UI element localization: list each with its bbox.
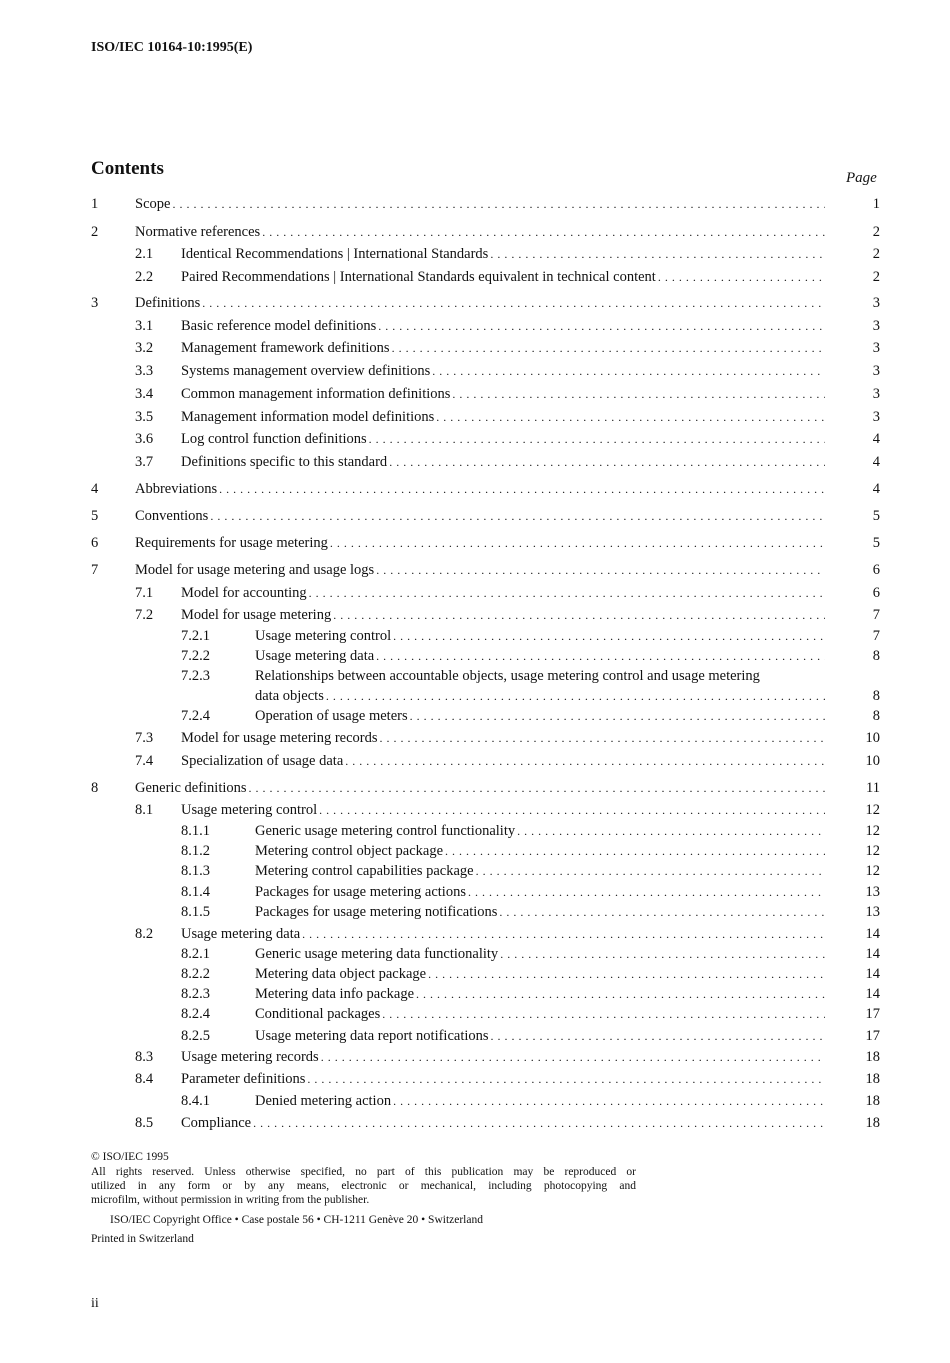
toc-entry-title: Metering control capabilities package <box>255 863 474 879</box>
toc-entry-title: Log control function definitions <box>181 431 367 447</box>
toc-entry-title-continued: data objects <box>255 688 324 704</box>
toc-entry-page: 2 <box>872 269 880 285</box>
toc-entry-number: 3.2 <box>135 340 154 356</box>
toc-entry[interactable] <box>0 1047 950 1067</box>
toc-entry-title: Definitions specific to this standard <box>181 454 388 470</box>
dot-leader <box>380 728 826 748</box>
copyright-line: © ISO/IEC 1995 <box>91 1151 169 1163</box>
toc-entry-page: 2 <box>872 246 880 262</box>
toc-entry-number: 8.1.1 <box>181 823 210 839</box>
dot-leader <box>302 924 825 944</box>
dot-leader <box>499 902 825 922</box>
toc-entry-number: 8.4 <box>135 1071 154 1087</box>
toc-entry-title: Usage metering data report notifications <box>255 1028 489 1044</box>
toc-entry-page: 17 <box>865 1028 880 1044</box>
toc-entry-title: Model for usage metering <box>181 607 332 623</box>
dot-leader <box>416 984 825 1004</box>
toc-entry-page: 4 <box>872 454 880 470</box>
toc-entry[interactable] <box>0 821 950 841</box>
toc-entry-title: Usage metering control <box>181 802 318 818</box>
toc-entry-number: 8.2.5 <box>181 1028 210 1044</box>
toc-entry-number: 8.1.5 <box>181 904 210 920</box>
toc-entry-page: 14 <box>865 986 880 1002</box>
toc-entry-page: 10 <box>865 753 880 769</box>
rights-line-3: microfilm, without permission in writing from the publisher. <box>91 1194 370 1206</box>
toc-entry[interactable] <box>0 841 950 861</box>
toc-entry-title: Definitions <box>135 295 201 311</box>
toc-entry[interactable] <box>0 944 950 964</box>
toc-entry[interactable] <box>0 407 950 427</box>
toc-entry[interactable] <box>0 533 950 553</box>
toc-entry[interactable] <box>0 605 950 625</box>
toc-entry[interactable] <box>0 964 950 984</box>
toc-entry-page: 12 <box>865 802 880 818</box>
toc-entry-number: 3.7 <box>135 454 154 470</box>
dot-leader <box>491 1026 825 1046</box>
page-column-label: Page <box>846 170 877 186</box>
toc-entry-number: 2 <box>91 224 99 240</box>
dot-leader <box>210 506 825 526</box>
toc-entry-title: Paired Recommendations | International Standards equivalent in technical content <box>181 269 656 285</box>
dot-leader <box>468 882 825 902</box>
contents-title: Contents <box>91 158 164 179</box>
toc-entry[interactable] <box>0 194 950 214</box>
toc-entry-title: Metering control object package <box>255 843 444 859</box>
dot-leader <box>249 778 825 798</box>
dot-leader <box>378 316 825 336</box>
dot-leader <box>309 583 825 603</box>
toc-entry-title: Model for accounting <box>181 585 307 601</box>
toc-entry-page: 10 <box>865 730 880 746</box>
toc-entry-number: 8.2.3 <box>181 986 210 1002</box>
toc-entry-title: Packages for usage metering notifications <box>255 904 498 920</box>
toc-entry-number: 7 <box>91 562 99 578</box>
toc-entry[interactable] <box>0 646 950 666</box>
toc-entry[interactable] <box>0 902 950 922</box>
toc-entry-page: 3 <box>872 363 880 379</box>
toc-entry-page: 12 <box>865 843 880 859</box>
dot-leader <box>253 1113 825 1133</box>
toc-entry[interactable] <box>0 479 950 499</box>
dot-leader <box>445 841 825 861</box>
toc-entry[interactable] <box>0 666 950 686</box>
toc-entry-page: 7 <box>872 628 880 644</box>
rights-line-2: utilized in any form or by any means, electronic or mechanical, including photocopying and <box>91 1180 636 1192</box>
toc-entry-page: 18 <box>865 1093 880 1109</box>
toc-entry-title: Conditional packages <box>255 1006 381 1022</box>
toc-entry-title: Metering data info package <box>255 986 415 1002</box>
dot-leader <box>393 626 825 646</box>
toc-entry[interactable] <box>0 361 950 381</box>
toc-entry[interactable] <box>0 506 950 526</box>
toc-entry-number: 8.2.4 <box>181 1006 210 1022</box>
toc-entry-number: 8.1.4 <box>181 884 210 900</box>
toc-entry[interactable] <box>0 626 950 646</box>
toc-entry-page: 14 <box>865 966 880 982</box>
dot-leader <box>500 944 825 964</box>
toc-entry[interactable] <box>0 882 950 902</box>
toc-entry[interactable] <box>0 984 950 1004</box>
toc-entry-page: 1 <box>872 196 880 212</box>
toc-entry[interactable] <box>0 222 950 242</box>
toc-entry-number: 7.3 <box>135 730 154 746</box>
toc-entry[interactable] <box>0 924 950 944</box>
toc-entry-number: 8.1 <box>135 802 154 818</box>
copyright-notice <box>91 1150 636 1207</box>
toc-entry[interactable] <box>0 751 950 771</box>
dot-leader <box>376 646 825 666</box>
toc-entry[interactable] <box>0 293 950 313</box>
toc-entry-title: Normative references <box>135 224 261 240</box>
toc-entry-page: 6 <box>872 585 880 601</box>
toc-entry-title: Compliance <box>181 1115 252 1131</box>
toc-entry-number: 5 <box>91 508 99 524</box>
toc-entry-title: Usage metering data <box>255 648 375 664</box>
dot-leader <box>319 800 825 820</box>
toc-entry-title: Metering data object package <box>255 966 427 982</box>
dot-leader <box>517 821 825 841</box>
toc-entry[interactable] <box>0 800 950 820</box>
toc-entry-title: Model for usage metering and usage logs <box>135 562 375 578</box>
toc-entry-title: Packages for usage metering actions <box>255 884 466 900</box>
toc-entry-title: Parameter definitions <box>181 1071 306 1087</box>
toc-entry-page: 18 <box>865 1115 880 1131</box>
toc-entry[interactable] <box>0 384 950 404</box>
toc-entry-title: Basic reference model definitions <box>181 318 377 334</box>
toc-entry[interactable] <box>0 316 950 336</box>
dot-leader <box>476 861 825 881</box>
toc-entry-number: 8 <box>91 780 99 796</box>
toc-entry-page: 17 <box>865 1006 880 1022</box>
dot-leader <box>428 964 825 984</box>
toc-entry-title: Usage metering records <box>181 1049 319 1065</box>
page-number: ii <box>91 1296 99 1311</box>
page-header: ISO/IEC 10164-10:1995(E) <box>91 40 253 55</box>
dot-leader <box>658 267 825 287</box>
toc-entry-page: 3 <box>872 295 880 311</box>
toc-entry-page: 12 <box>865 823 880 839</box>
toc-entry-page: 18 <box>865 1071 880 1087</box>
toc-entry-page: 5 <box>872 535 880 551</box>
toc-entry[interactable] <box>0 1091 950 1111</box>
toc-entry-number: 6 <box>91 535 99 551</box>
printed-in: Printed in Switzerland <box>91 1233 194 1245</box>
toc-entry-page: 8 <box>872 688 880 704</box>
toc-entry[interactable] <box>0 338 950 358</box>
dot-leader <box>393 1091 825 1111</box>
dot-leader <box>490 244 825 264</box>
toc-entry-number: 7.2.2 <box>181 648 210 664</box>
toc-entry-number: 1 <box>91 196 99 212</box>
toc-entry-title: Generic usage metering control functionality <box>255 823 516 839</box>
toc-entry-number: 2.1 <box>135 246 154 262</box>
toc-entry-number: 3.6 <box>135 431 154 447</box>
toc-entry-title: Model for usage metering records <box>181 730 378 746</box>
toc-entry-page: 2 <box>872 224 880 240</box>
toc-entry-title: Requirements for usage metering <box>135 535 328 551</box>
dot-leader <box>202 293 825 313</box>
toc-entry-number: 8.1.2 <box>181 843 210 859</box>
dot-leader <box>389 452 825 472</box>
toc-entry-title: Common management information definitions <box>181 386 451 402</box>
toc-entry-number: 2.2 <box>135 269 154 285</box>
toc-entry[interactable] <box>0 778 950 798</box>
toc-entry[interactable] <box>0 861 950 881</box>
toc-entry-number: 3 <box>91 295 99 311</box>
toc-entry-number: 8.1.3 <box>181 863 210 879</box>
dot-leader <box>345 751 825 771</box>
dot-leader <box>382 1004 825 1024</box>
dot-leader <box>262 222 825 242</box>
dot-leader <box>376 560 825 580</box>
toc-entry-title: Operation of usage meters <box>255 708 408 724</box>
toc-entry-title: Scope <box>135 196 171 212</box>
toc-entry[interactable] <box>0 706 950 726</box>
toc-entry-page: 3 <box>872 409 880 425</box>
toc-entry-page: 7 <box>872 607 880 623</box>
toc-entry-page: 3 <box>872 318 880 334</box>
toc-entry-title: Abbreviations <box>135 481 218 497</box>
toc-entry-page: 14 <box>865 946 880 962</box>
toc-entry-page: 8 <box>872 648 880 664</box>
dot-leader <box>321 1047 825 1067</box>
dot-leader <box>432 361 825 381</box>
toc-entry-page: 13 <box>865 884 880 900</box>
toc-entry-number: 3.4 <box>135 386 154 402</box>
toc-entry-number: 7.4 <box>135 753 154 769</box>
toc-entry-number: 8.2 <box>135 926 154 942</box>
toc-entry-title: Management framework definitions <box>181 340 390 356</box>
toc-entry-page: 14 <box>865 926 880 942</box>
toc-entry-number: 7.2.3 <box>181 668 210 684</box>
toc-entry[interactable] <box>0 1069 950 1089</box>
toc-entry-number: 4 <box>91 481 99 497</box>
toc-entry-page: 18 <box>865 1049 880 1065</box>
toc-entry-number: 7.2 <box>135 607 154 623</box>
toc-entry-number: 8.3 <box>135 1049 154 1065</box>
rights-line-1: All rights reserved. Unless otherwise specified, no part of this publication may be reproduced or <box>91 1166 636 1178</box>
toc-entry-title: Denied metering action <box>255 1093 392 1109</box>
toc-entry-title: Relationships between accountable objects, usage metering control and usage metering <box>255 668 760 684</box>
toc-entry-number: 8.2.1 <box>181 946 210 962</box>
toc-entry-page: 3 <box>872 340 880 356</box>
toc-entry[interactable] <box>0 1026 950 1046</box>
dot-leader <box>452 384 825 404</box>
toc-entry-number: 7.2.1 <box>181 628 210 644</box>
toc-entry-number: 3.1 <box>135 318 154 334</box>
copyright-office-address: ISO/IEC Copyright Office • Case postale 56 • CH-1211 Genève 20 • Switzerland <box>110 1214 483 1226</box>
toc-entry-number: 3.3 <box>135 363 154 379</box>
dot-leader <box>307 1069 825 1089</box>
toc-entry-page: 13 <box>865 904 880 920</box>
toc-entry-page: 11 <box>866 780 880 796</box>
toc-entry-page: 3 <box>872 386 880 402</box>
toc-entry-number: 7.1 <box>135 585 154 601</box>
toc-entry-title: Generic definitions <box>135 780 247 796</box>
toc-entry-number: 7.2.4 <box>181 708 210 724</box>
toc-entry-title: Usage metering data <box>181 926 301 942</box>
dot-leader <box>219 479 825 499</box>
toc-entry[interactable] <box>0 1113 950 1133</box>
toc-entry-number: 8.2.2 <box>181 966 210 982</box>
toc-entry[interactable] <box>0 728 950 748</box>
toc-entry-title: Conventions <box>135 508 209 524</box>
toc-entry-number: 3.5 <box>135 409 154 425</box>
toc-entry-title: Systems management overview definitions <box>181 363 431 379</box>
dot-leader <box>410 706 825 726</box>
toc-entry-number: 8.4.1 <box>181 1093 210 1109</box>
toc-entry[interactable] <box>0 560 950 580</box>
dot-leader <box>326 686 825 706</box>
toc-entry-title: Management information model definitions <box>181 409 435 425</box>
toc-entry-title: Specialization of usage data <box>181 753 344 769</box>
toc-entry[interactable] <box>0 267 950 287</box>
toc-entry-page: 8 <box>872 708 880 724</box>
toc-entry-page: 12 <box>865 863 880 879</box>
toc-entry[interactable] <box>0 1004 950 1024</box>
toc-entry-page: 5 <box>872 508 880 524</box>
toc-entry[interactable] <box>0 452 950 472</box>
toc-entry-title: Generic usage metering data functionality <box>255 946 499 962</box>
dot-leader <box>172 194 825 214</box>
toc-entry-page: 4 <box>872 481 880 497</box>
toc-entry-page: 4 <box>872 431 880 447</box>
dot-leader <box>392 338 825 358</box>
dot-leader <box>333 605 825 625</box>
toc-entry-title: Usage metering control <box>255 628 392 644</box>
toc-entry[interactable] <box>0 244 950 264</box>
dot-leader <box>369 429 825 449</box>
toc-entry-page: 6 <box>872 562 880 578</box>
dot-leader <box>330 533 825 553</box>
dot-leader <box>436 407 825 427</box>
toc-entry-number: 8.5 <box>135 1115 154 1131</box>
toc-entry[interactable] <box>0 583 950 603</box>
toc-entry-title: Identical Recommendations | International Standards <box>181 246 489 262</box>
toc-entry-continuation[interactable] <box>0 686 950 706</box>
toc-entry[interactable] <box>0 429 950 449</box>
